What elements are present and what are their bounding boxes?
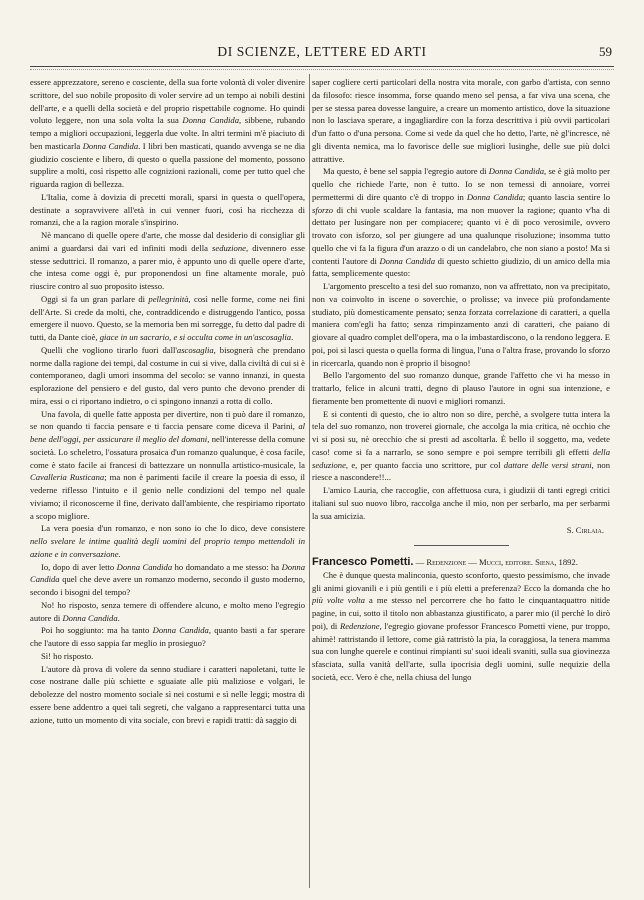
left-column bbox=[30, 76, 305, 888]
paragraph: Sì! ho risposto. bbox=[41, 650, 94, 661]
right-column bbox=[312, 76, 610, 888]
paragraph: Che è dunque questa malinconia, questo sconforto, questo pessimismo, che invade gli animi giovanili e i più gentili e i più eletti a preferenza? Ecco la domanda che ho più volte volta a me stesso nel percorrere che ho fatto le cinquantaquattro nitide pagine, in cui, sotto il titolo non abbastanza giustificato, a parer mio (il perchè lo dirò poi), di Redenzione, l'egregio giovane professor Francesco Pometti viene, pur troppo, ahimè! rattristando il lettore, come già rattristò la pia, la coraggiosa, la tenera mamma sua con lunghe querele e continui rimpianti su' suoi ideali svaniti, sulla sua giovinezza sfasciata, sulla vanità dell'arte, sulla ipocrisia degli uomini, sulle nequizie della società, ecc. Vero è che, nella chiusa del lungo bbox=[312, 569, 610, 682]
paragraph: saper cogliere certi particolari della nostra vita morale, con garbo d'artista, con senno da filosofo: riesce insomma, forse quando meno sel pensa, a far viva una scena, che per se stessa parea dovesse languire, a creare un momento artistico, dove la situazione non lo lasciava sperare, a ingagliardire con la forza descrittiva i più ovvii particolari d'un fatto o d'una persona. Come si vede da quel che ho detto, l'arte, nè gl'incresce, nè gli diventa nemica, ma lo favorisce delle sue migliori lusinghe, delle sue più dolci attrattive. bbox=[312, 77, 610, 164]
paragraph: L'argomento prescelto a tesi del suo romanzo, non va affrettato, non va precipitato, non va coinvolto in iscene o soverchie, o prolisse; va invece più profondamente studiato, più domesticamente pensato; senza forzata correlazione di caratteri, a quella maniera com'egli ha fatto; senza rimpinzamento anzi di caratteri, che paiano di giovare al quadro complet dell'opera, ma o la imbastardiscono, o la rendono leggera. E poi, poi si lasci questa o quella forma di lingua, l'una o l'altra frase, provando lo sforzo in ricercarla, quando non è proprio il bisogno! bbox=[312, 281, 610, 368]
paragraph: Poi ho soggiunto: ma ha tanto Donna Candida, quanto basti a far sperare che l'autore di esso sappia far meglio in prosieguo? bbox=[30, 625, 305, 648]
paragraph: E si contenti di questo, che io altro non so dire, perchè, a svolgere tutta intera la tela del suo romanzo, non troverei giornale, che accolga la mia critica, nè occhio che vi si posi su, nè orecchio che si presti ad ascoltarla. È bello il soggetto, ma, vedete caso! come si fa a narrarlo, se sono sempre e poi sempre terribili gli effetti della seduzione, e, per quanto faccia uno scrittore, pur col dattare delle versi strani, non riesce a nascondere!!... bbox=[312, 408, 610, 483]
paragraph: Ma questo, è bene sel sappia l'egregio autore di Donna Candida, se è già molto per quello che richiede l'arte, non è tutto. Io se non temessi di annoiare, vorrei permettermi di dire quanto c'è di troppo in Donna Candida; quanto lascia sentire lo sforzo di chi vuole scaldare la fantasia, ma non muover la ragione; quanto v'ha di dettato per lusingare non per compiacere; quanto vi è di poco verosimile, ovvero trovato con isforzo, sol per giungere ad una qualunque risoluzione; insomma tutto quello che vi fa la figura d'un arazzo o di un candelabro, che non siano a posto! Ma si contenti l'autore di Donna Candida di questo schietto giudizio, di un amico della mia fatta, semplicemente questo: bbox=[312, 166, 610, 279]
signature: S. Cirlaia. bbox=[566, 525, 604, 536]
paragraph: Oggi si fa un gran parlare di pellegrinità, così nelle forme, come nei fini dell'Arte. Si crede da molti, che, contraddicendo e distruggendo l'antico, possa emergere il nuovo. Questo, se la memoria ben mi sorregge, fu detto dal padre di tutti, da Dante cioè, giace in un sacrario, e si occulta come in un'ascosaglia. bbox=[30, 293, 305, 342]
paragraph: No! ho risposto, senza temere di offendere alcuno, e molto meno l'egregio autore di Donna Candida. bbox=[30, 599, 305, 623]
column-divider bbox=[309, 74, 310, 888]
review-meta: — Redenzione — Mucci, editore. Siena, 1892. bbox=[415, 557, 578, 567]
section-rule bbox=[414, 545, 509, 546]
paragraph: L'autore dà prova di volere da senno studiare i caratteri napoletani, tutte le cose nostrane dalle più schiette e sguaiate alle più maliziose e volgari, le debolezze del nostro momento sociale sì nei costumi e sì nelle leggi; mostra di essere bene addentro a quei tali segreti, che valgano a rappresentarci tutta una azione, tutto un momento di vita sociale, con brevi e rapidi tratti: dà saggio di bbox=[30, 663, 305, 725]
header-rule-dotted bbox=[30, 69, 614, 70]
paragraph: essere apprezzatore, sereno e cosciente, della sua forte volontà di voler divenire scrittore, del suo nobile proposito di voler servire ad un tempo ai nobili destini dell'arte, e a quelli della società e del proprio rispettabile cognome. Ho quindi voluto leggere, non una sola volta la sua Donna Candida, sibbene, rubando tempo a migliori occupazioni, leggerla due volte. In altri termini m'è piaciuto di ben masticarla Donna Candida. I libri ben masticati, quando avvenga se ne dia giudizio cosciente e libero, di questo o quella passione del momento, possono supplire a molti, così rispetto alle cognizioni razionali, come per tutto quel che riguarda ragion di bellezza. bbox=[30, 77, 305, 189]
paragraph: Quelli che vogliono tirarlo fuori dall'ascosaglia, bisognerà che prendano norme dalla ragione dei tempi, dal costume in cui si vive, dalla civiltà di cui si è contemporaneo, dagli umori insomma del secolo: se vanno innanzi, in questa esplorazione del pensiero e del gusto, dal vero punto che devono prender di mira, essi o ci riportano indietro, o ci spingono innanzi a rotta di collo. bbox=[30, 344, 305, 406]
header-rule bbox=[30, 66, 614, 67]
review-author: Francesco Pometti. bbox=[312, 556, 414, 568]
paragraph: Io, dopo di aver letto Donna Candida ho domandato a me stesso: ha Donna Candida quel che deve avere un romanzo moderno, secondo il gusto moderno, secondo i bisogni del tempo? bbox=[30, 561, 305, 597]
paragraph: L'amico Lauria, che raccoglie, con affettuosa cura, i giudizii di tanti egregi critici italiani sul suo nuovo libro, raccolga anche il mio, non per serbarlo, ma per serbarmi la sua amicizia. bbox=[312, 485, 610, 521]
page-header bbox=[30, 44, 614, 64]
paragraph: Bello l'argomento del suo romanzo dunque, grande l'affetto che vi ha messo in trattarlo, felice in alcuni tratti, degno di plauso l'autore in ogni sua intenzione, e fieramente ben promettente di nuovi e migliori romanzi. bbox=[312, 370, 610, 406]
running-head: DI SCIENZE, LETTERE ED ARTI bbox=[217, 44, 427, 59]
paragraph: L'Italia, come à dovizia di precetti morali, sparsi in questa o quell'opera, destinate a sopravvivere all'età in cui venner fuori, così ha ricchezza di romanzi, che a la ragion morale s'inspirino. bbox=[30, 191, 305, 228]
paragraph: La vera poesia d'un romanzo, e non sono io che lo dico, deve consistere nello svelare le intime qualità degli uomini del proprio tempo mettendoli in azione e in conversazione. bbox=[30, 523, 305, 559]
paragraph: Nè mancano di quelle opere d'arte, che mosse dal desiderio di consigliar gli animi a guardarsi dai vari ed infiniti modi della seduzione, divennero esse stesse seduttrici. Il romanzo, a parer mio, è appunto uno di quelle opere d'arte, che intesa come oggi è, pur proponendosi un fine altamente morale, può riuscire contro al suo proposito istesso. bbox=[30, 230, 305, 291]
page-number: 59 bbox=[599, 44, 612, 59]
review-heading bbox=[312, 556, 610, 569]
paragraph: Una favola, di quelle fatte apposta per divertire, non ti può dare il romanzo, se non quando ti faccia pensare e ti faccia pensare come diceva il Parini, al bene dell'oggi, per assicurare il meglio del domani, nell'interesse della comune società. Lo scheletro, l'ossatura prosaica d'un romanzo qualunque, è cosa facile, come è stato facile ai francesi di battezzare un nonnulla artistico-musicale, la Cavalleria Rusticana; ma non è parimenti facile il creare la poesia di esso, il vederne riflesso l'intuito e il genio nelle condizioni del tempo nel quale viviamo; il riconoscerne il fine, derivato dall'ambiente, che respiriamo riportato a scopo migliore. bbox=[30, 408, 305, 521]
